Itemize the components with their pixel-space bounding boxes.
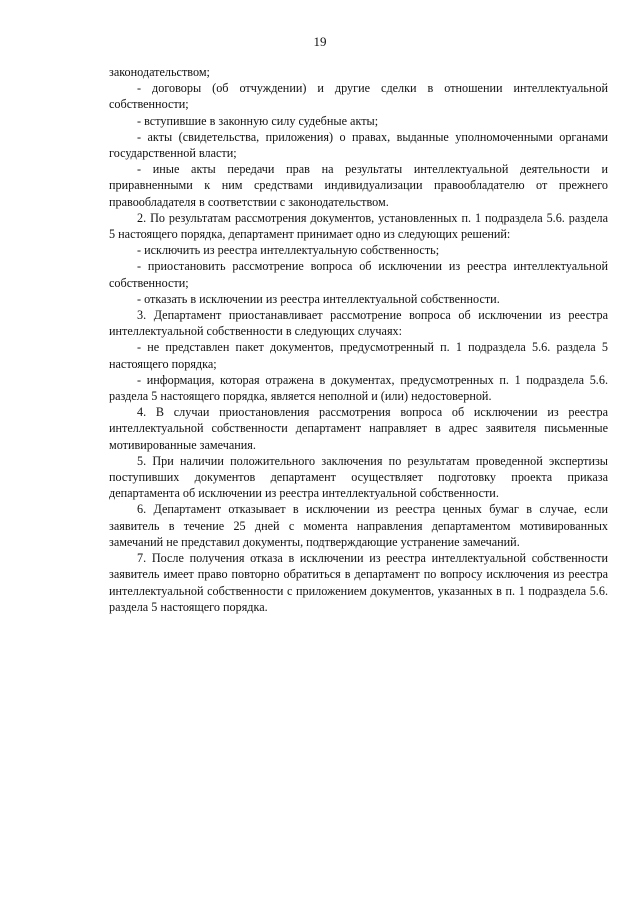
list-item-contracts: - договоры (об отчуждении) и другие сделки в отношении интеллектуальной собственности;	[109, 81, 608, 112]
clause-6: 6. Департамент отказывает в исключении из реестра ценных бумаг в случае, если заявитель в течение 25 дней с момента направления департаментом мотивированных замечаний не представил документы, подтверждающие устранение замечаний.	[109, 502, 608, 549]
clause-3: 3. Департамент приостанавливает рассмотрение вопроса об исключении из реестра интеллектуальной собственности в следующих случаях:	[109, 308, 608, 339]
list-item-transfer-acts: - иные акты передачи прав на результаты интеллектуальной деятельности и приравненными к ним средствами индивидуализации правообладателю от прежнего правообладателя в соответствии с законодательством.	[109, 162, 608, 209]
page-number: 19	[313, 34, 327, 49]
clause-3-case-missing-docs: - не представлен пакет документов, предусмотренный п. 1 подраздела 5.6. раздела 5 настоящего порядка;	[109, 340, 608, 371]
list-item-certificates: - акты (свидетельства, приложения) о правах, выданные уполномоченными органами государственной власти;	[109, 129, 608, 161]
paragraph-continuation: законодательством;	[109, 65, 210, 79]
clause-2: 2. По результатам рассмотрения документов, установленных п. 1 подраздела 5.6. раздела 5 настоящего порядка, департамент принимает одно из следующих решений:	[109, 210, 608, 242]
clause-2-option-refuse: - отказать в исключении из реестра интеллектуальной собственности.	[137, 291, 500, 306]
clause-2-option-exclude: - исключить из реестра интеллектуальную собственность;	[137, 243, 440, 258]
clause-2-option-suspend: - приостановить рассмотрение вопроса об исключении из реестра интеллектуальной собственности;	[109, 259, 608, 290]
list-item-court-acts: - вступившие в законную силу судебные акты;	[137, 113, 379, 128]
clause-5: 5. При наличии положительного заключения по результатам проведенной экспертизы поступивших документов департамент осуществляет подготовку проекта приказа департамента об исключении из реестра интеллектуальной собственности.	[109, 453, 608, 501]
clause-7: 7. После получения отказа в исключении из реестра интеллектуальной собственности заявитель имеет право повторно обратиться в департамент по вопросу исключения из реестра интеллектуальной собственности с приложением документов, указанных в п. 1 подраздела 5.6. раздела 5 настоящего порядка.	[109, 551, 608, 614]
document-body	[109, 64, 608, 615]
clause-3-case-incomplete-info: - информация, которая отражена в документах, предусмотренных п. 1 подраздела 5.6. раздела 5 настоящего порядка, является неполной и (или) недостоверной.	[109, 372, 608, 404]
clause-4: 4. В случаи приостановления рассмотрения вопроса об исключении из реестра интеллектуальной собственности департамент направляет в адрес заявителя письменные мотивированные замечания.	[109, 405, 608, 452]
